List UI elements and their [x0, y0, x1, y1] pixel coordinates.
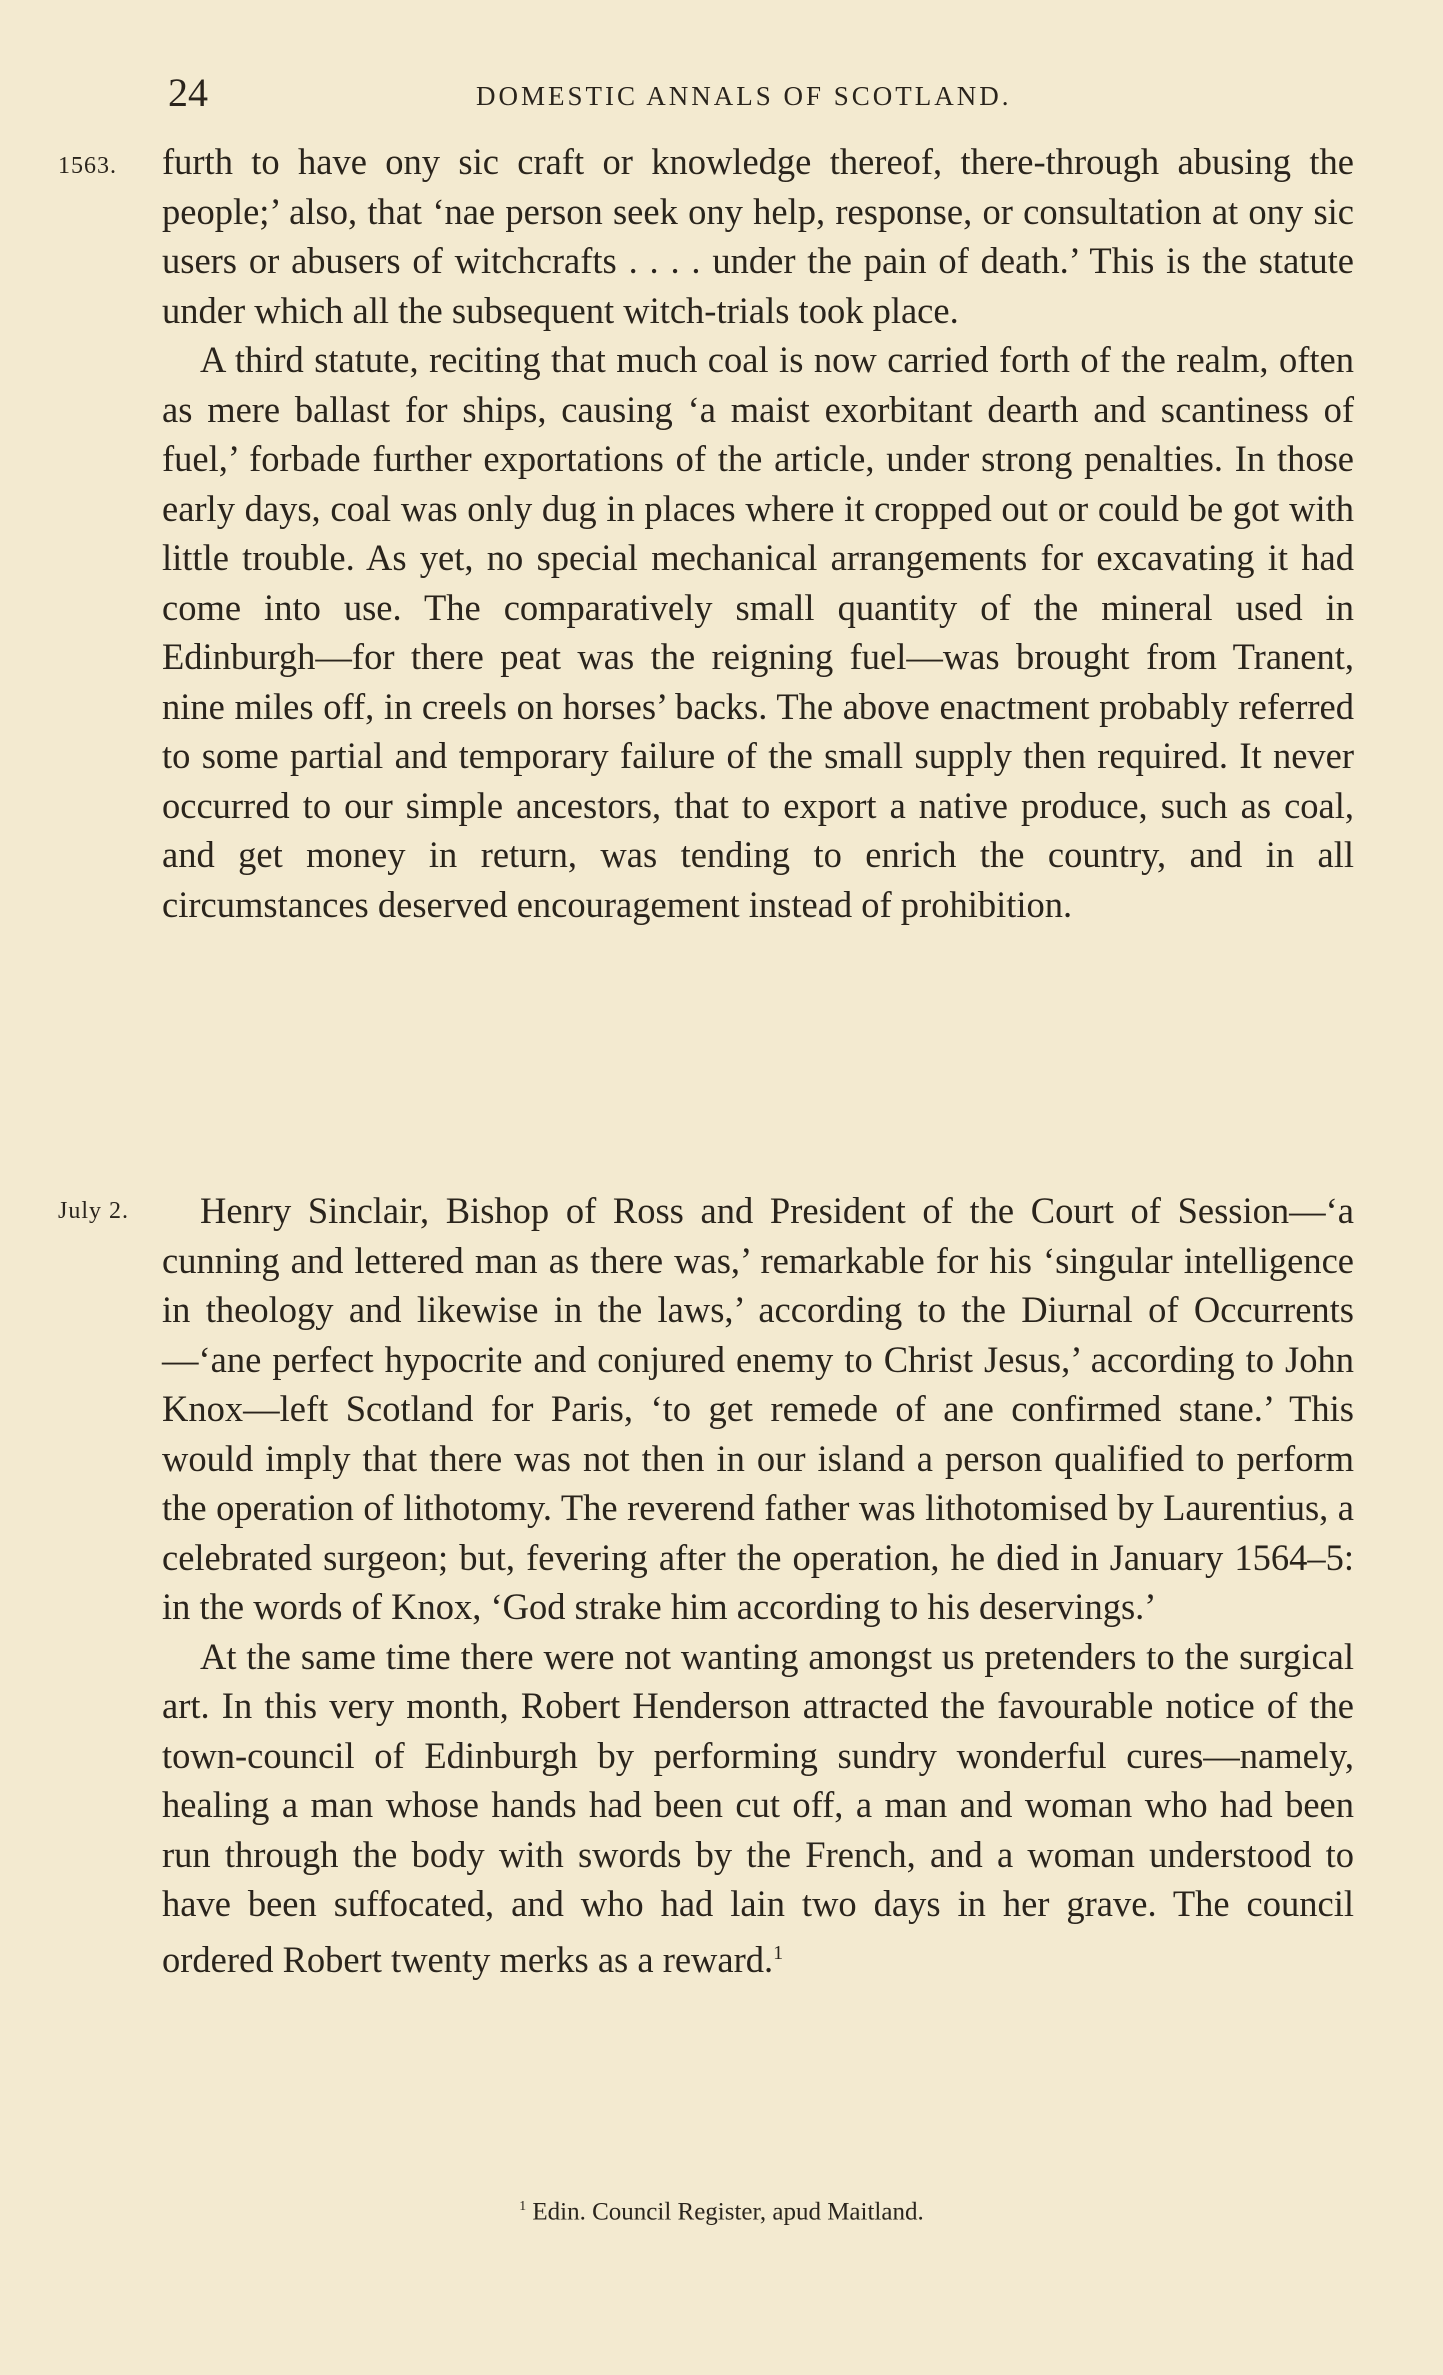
margin-date: July 2. — [58, 1198, 130, 1224]
footnote-text: Edin. Council Register, apud Maitland. — [532, 2198, 924, 2226]
text-block-2 — [162, 1186, 1354, 1984]
paragraph-4-text: At the same time there were not wanting amongst us pretenders to the surgical art. In this very month, Robert Henderson attracted the favourable notice of the town-council of Edinburgh by performing sundry wonderful cures—namely, healing a man whose hands had been cut off, a man and woman who had been run through the body with swords by the French, and a woman understood to have been suffocated, and who had lain two days in her grave. The council ordered Robert twenty merks as a reward. — [162, 1635, 1354, 1980]
footnote-reference: 1 — [773, 1941, 784, 1964]
paragraph-4 — [162, 1632, 1354, 1985]
footnote — [0, 2188, 1443, 2230]
footnote-marker: 1 — [519, 2198, 527, 2213]
page-header — [168, 68, 1368, 118]
running-head: DOMESTIC ANNALS OF SCOTLAND. — [476, 81, 1012, 111]
paragraph-3: Henry Sinclair, Bishop of Ross and President of the Court of Session—‘a cunning and lettered man as there was,’ remarkable for his ‘singular intelligence in theology and likewise in the laws,’ according to the Diurnal of Occurrents—‘ane perfect hypocrite and conjured enemy to Christ Jesus,’ according to John Knox—left Scotland for Paris, ‘to get remede of ane confirmed stane.’ This would imply that there was not then in our island a person qualified to perform the operation of lithotomy. The reverend father was lithotomised by Laurentius, a celebrated surgeon; but, fevering after the operation, he died in January 1564–5: in the words of Knox, ‘God strake him according to his deservings.’ — [162, 1190, 1354, 1627]
margin-year: 1563. — [58, 153, 117, 179]
paragraph-2: A third statute, reciting that much coal is now carried forth of the realm, often as mere ballast for ships, causing ‘a maist exorbitant dearth and scantiness of fuel,’ forbade further exportations of the article, under strong penalties. In those early days, coal was only dug in places where it cropped out or could be got with little trouble. As yet, no special mechanical arrangements for excavating it had come into use. The comparatively small quantity of the mineral used in Edinburgh—for there peat was the reigning fuel—was brought from Tranent, nine miles off, in creels on horses’ backs. The above enactment probably referred to some partial and temporary failure of the small supply then required. It never occurred to our simple ancestors, that to export a native produce, such as coal, and get money in return, was tending to enrich the country, and in all circumstances deserved encouragement instead of prohibition. — [162, 339, 1354, 925]
text-block-1 — [162, 137, 1354, 929]
paragraph-1: furth to have ony sic craft or knowledge thereof, there-through abusing the people;’ also, that ‘nae person seek ony help, response, or consultation at ony sic users or abusers of witchcrafts . . . . under the pain of death.’ This is the statute under which all the subsequent witch-trials took place. — [162, 141, 1354, 331]
page-number: 24 — [168, 70, 208, 115]
